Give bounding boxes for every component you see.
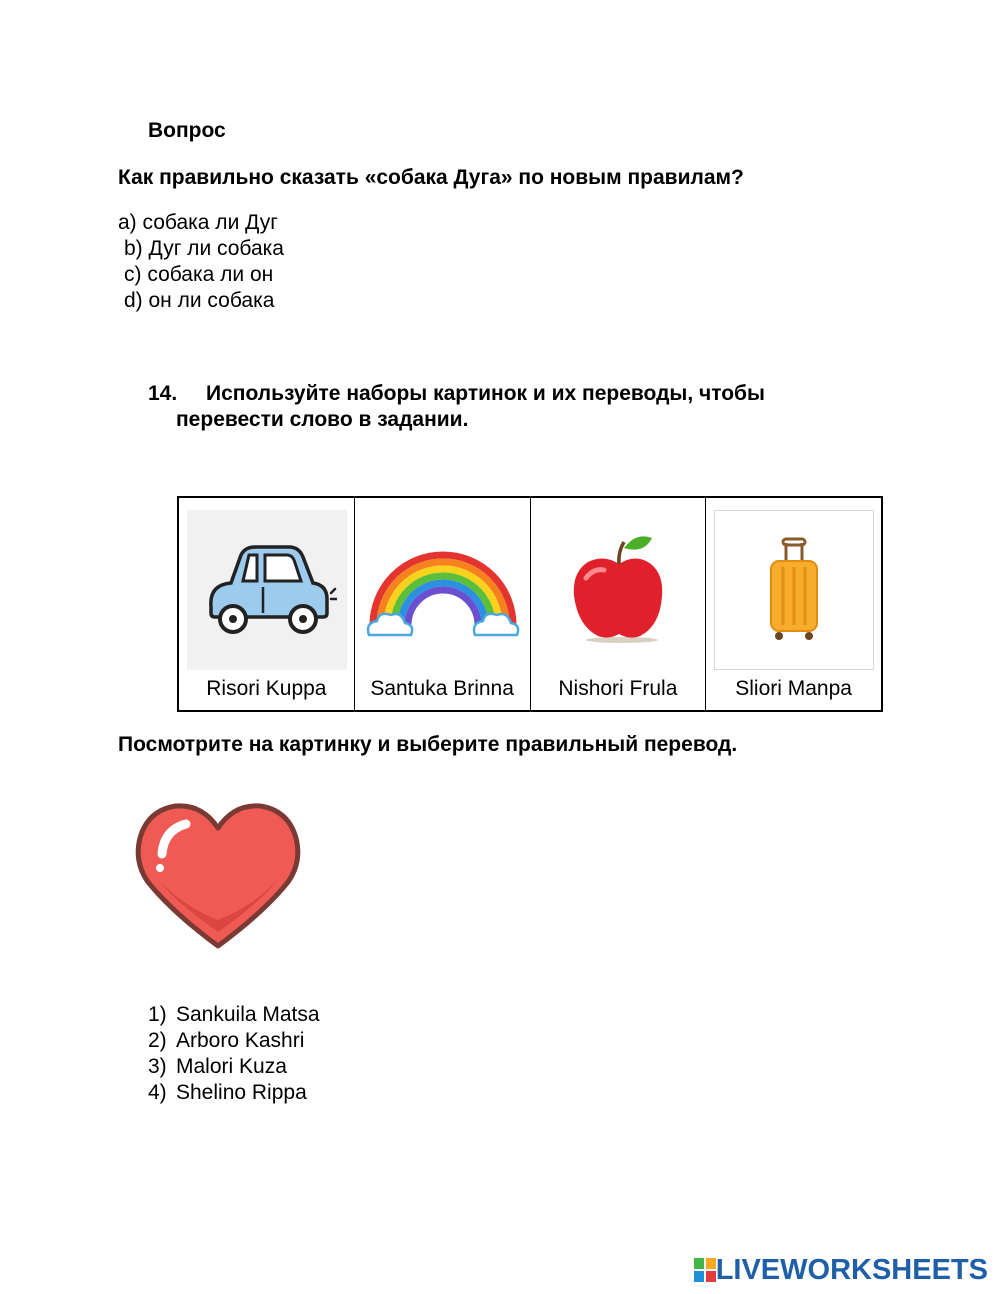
heart-icon bbox=[132, 800, 304, 952]
apple-icon bbox=[539, 510, 699, 670]
task-number: 14. bbox=[148, 382, 178, 405]
choice-number: 4) bbox=[148, 1081, 167, 1104]
liveworksheets-logo bbox=[694, 1254, 988, 1286]
picture-label: Risori Kuppa bbox=[206, 677, 327, 700]
answer-option-b: b) Дуг ли собака bbox=[124, 237, 284, 260]
choice-text: Sankuila Matsa bbox=[176, 1003, 320, 1026]
choice-text: Shelino Rippa bbox=[176, 1081, 307, 1104]
section-label: Вопрос bbox=[148, 119, 226, 142]
choice-item bbox=[148, 1054, 287, 1080]
logo-wordmark: LIVEWORKSHEETS bbox=[715, 1254, 988, 1286]
answer-option-c: c) собака ли он bbox=[124, 263, 274, 286]
choice-number: 3) bbox=[148, 1055, 167, 1078]
picture-cell-rainbow bbox=[355, 498, 531, 710]
picture-cell-suitcase bbox=[706, 498, 881, 710]
suitcase-icon bbox=[714, 510, 874, 670]
car-icon bbox=[187, 510, 347, 670]
instruction-text: Посмотрите на картинку и выберите правильный перевод. bbox=[118, 733, 738, 756]
answer-option-a: a) собака ли Дуг bbox=[118, 211, 278, 234]
logo-badge-icon bbox=[694, 1258, 716, 1282]
answer-option-d: d) он ли собака bbox=[124, 289, 275, 312]
picture-label: Santuka Brinna bbox=[370, 677, 514, 700]
picture-translation-table bbox=[177, 496, 883, 712]
choice-number: 1) bbox=[148, 1003, 167, 1026]
task-instruction-continued: перевести слово в задании. bbox=[176, 408, 469, 431]
choice-number: 2) bbox=[148, 1029, 167, 1052]
picture-label: Sliori Manpa bbox=[735, 677, 852, 700]
task-instruction: Используйте наборы картинок и их переводы, чтобы bbox=[206, 382, 765, 405]
picture-cell-apple bbox=[531, 498, 707, 710]
choice-item bbox=[148, 1028, 304, 1054]
question-text: Как правильно сказать «собака Дуга» по новым правилам? bbox=[118, 166, 744, 189]
choice-text: Arboro Kashri bbox=[176, 1029, 305, 1052]
rainbow-icon bbox=[363, 510, 523, 670]
choice-item bbox=[148, 1080, 307, 1106]
picture-label: Nishori Frula bbox=[558, 677, 678, 700]
picture-cell-car bbox=[179, 498, 355, 710]
choice-item bbox=[148, 1002, 320, 1028]
choice-text: Malori Kuza bbox=[176, 1055, 287, 1078]
